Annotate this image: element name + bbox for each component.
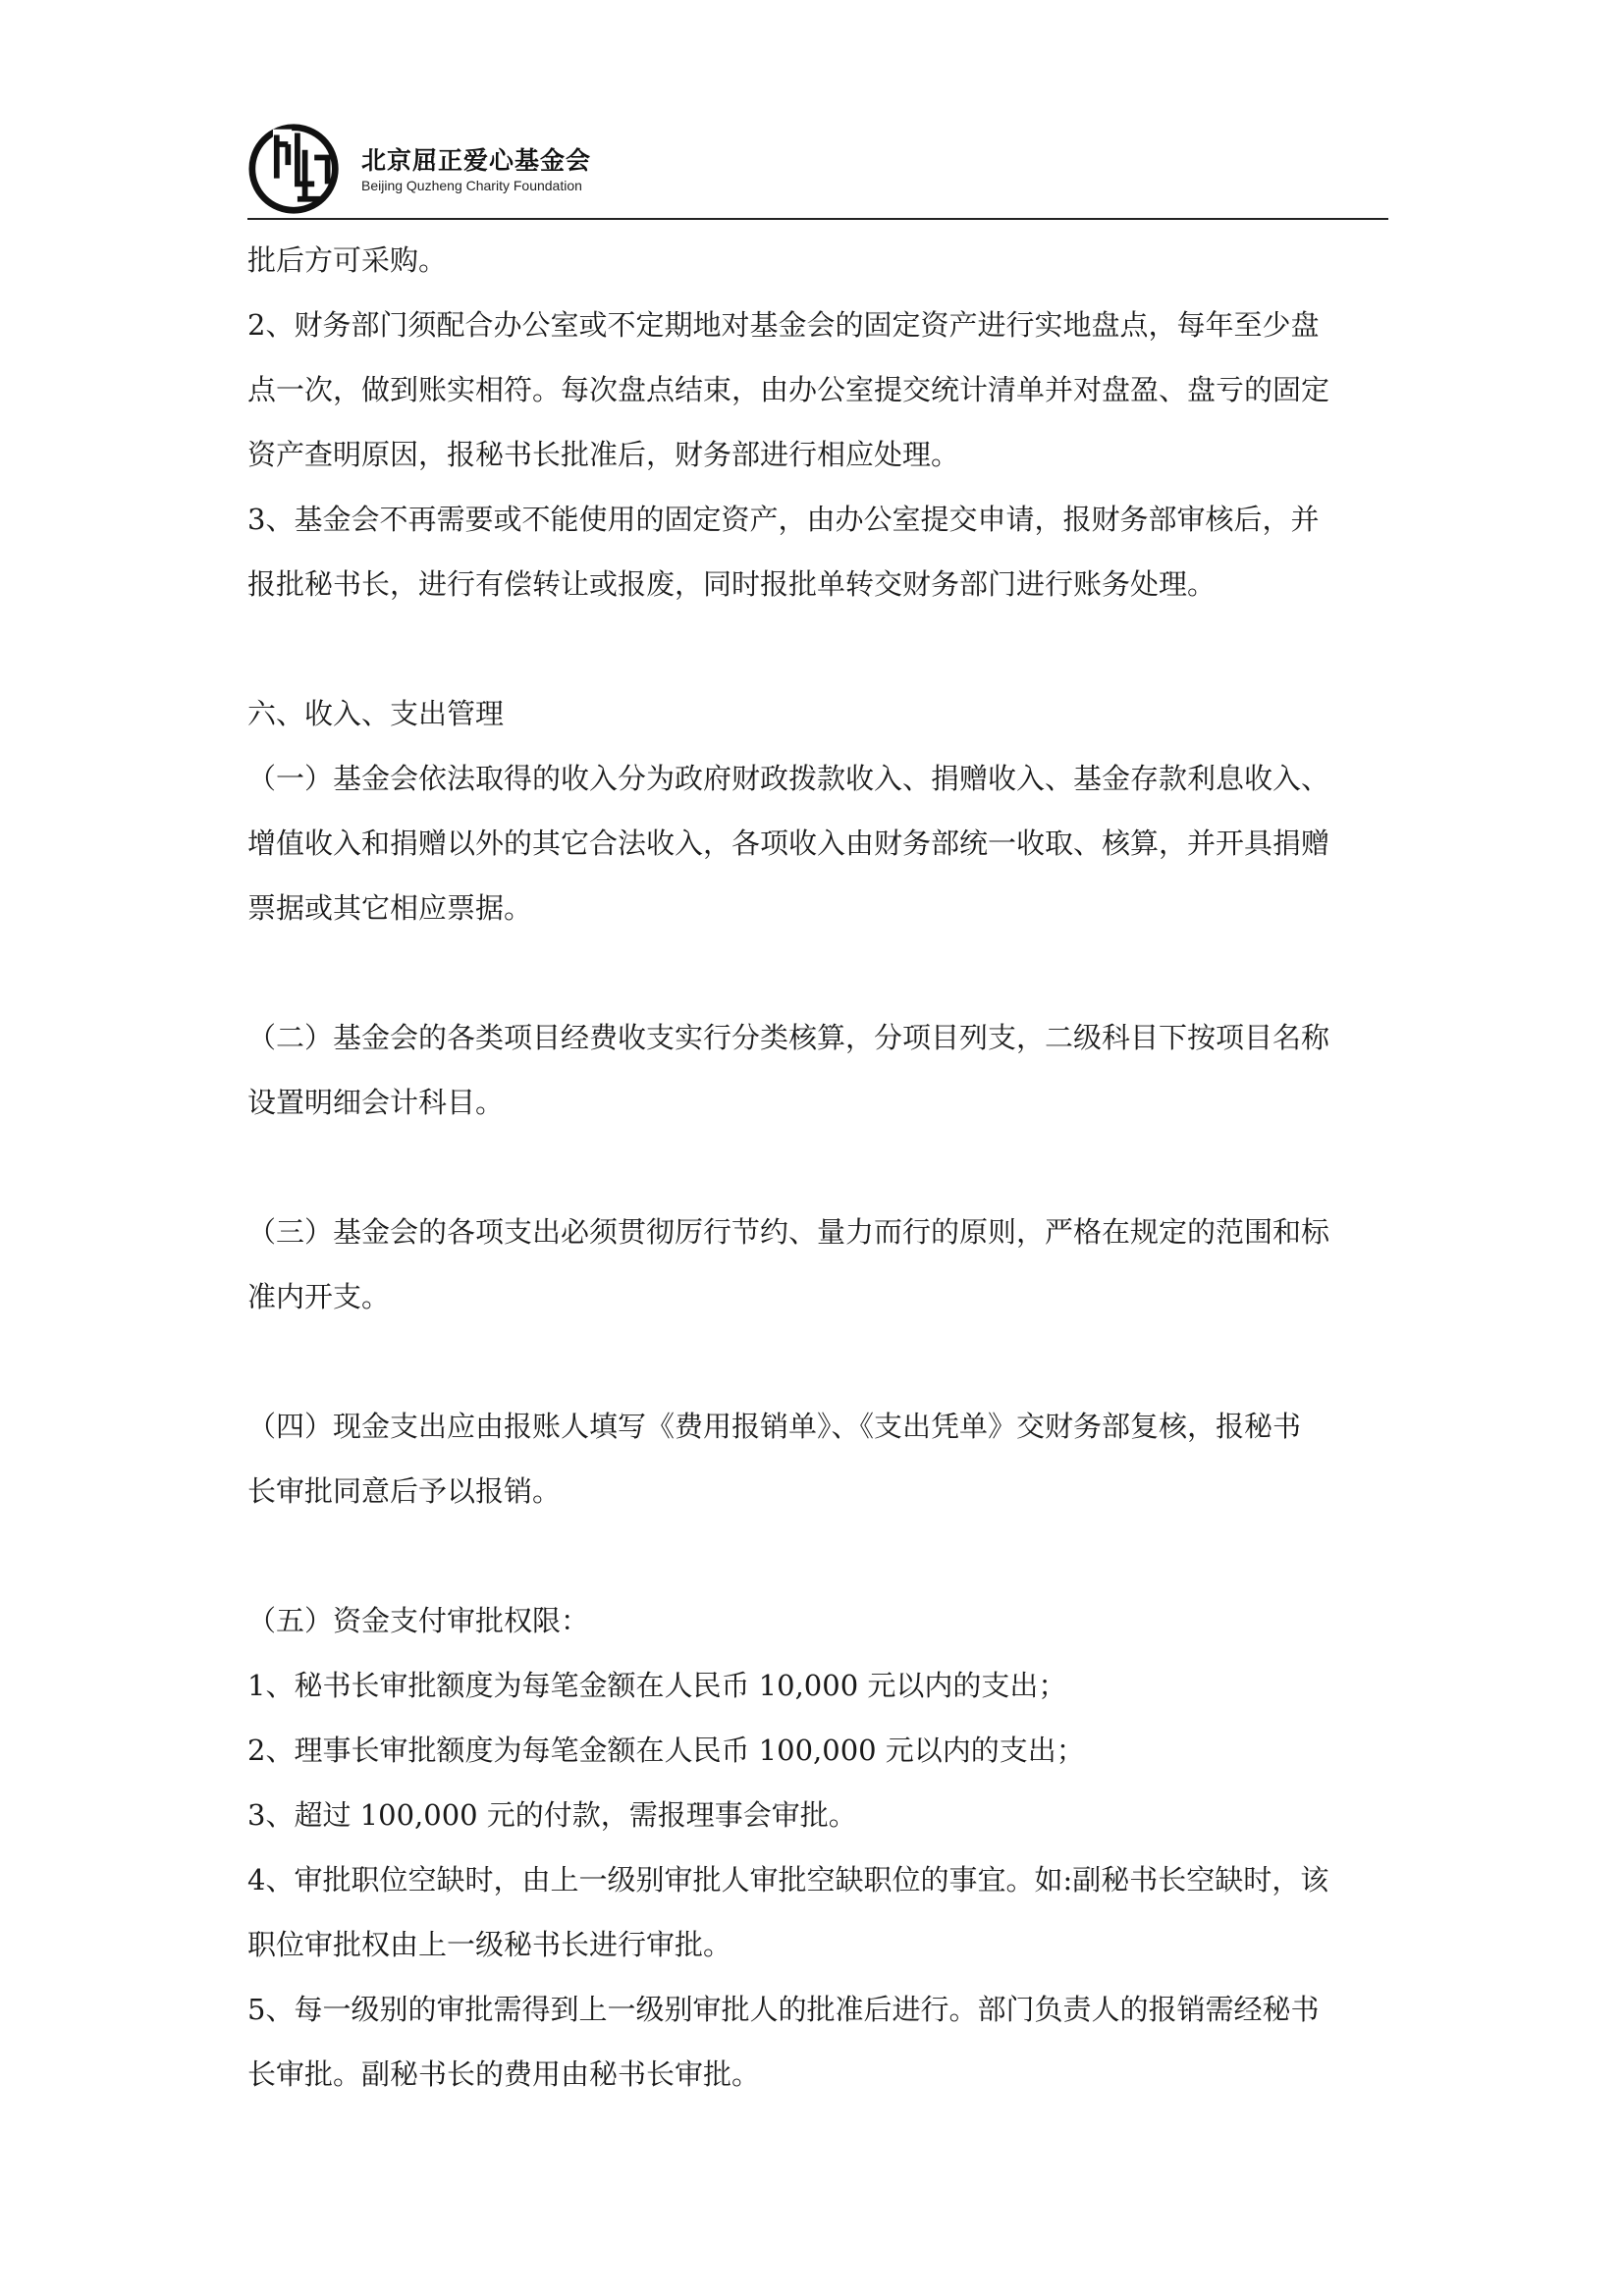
spacer (247, 616, 1391, 681)
document-body (247, 228, 1391, 2107)
text-line: 1、秘书长审批额度为每笔金额在人民币 10,000 元以内的支出； (247, 1669, 1067, 1702)
text-line: 2、理事长审批额度为每笔金额在人民币 100,000 元以内的支出； (247, 1734, 1085, 1767)
foundation-logo-icon (247, 122, 344, 216)
text-line: 长审批。副秘书长的费用由秘书长审批。 (247, 2057, 761, 2091)
text-line: 批后方可采购。 (247, 243, 448, 277)
spacer (247, 1329, 1391, 1394)
text-line: 长审批同意后予以报销。 (247, 1474, 562, 1508)
text-line: 准内开支。 (247, 1280, 391, 1313)
header-divider (247, 218, 1388, 220)
spacer (247, 1523, 1391, 1588)
text-line: 点一次，做到账实相符。每次盘点结束，由办公室提交统计清单并对盘盈、盘亏的固定 (247, 373, 1330, 406)
text-line: （一）基金会依法取得的收入分为政府财政拨款收入、捐赠收入、基金存款利息收入、 (247, 762, 1330, 795)
section-heading: 六、收入、支出管理 (247, 697, 505, 730)
text-line: 2、财务部门须配合办公室或不定期地对基金会的固定资产进行实地盘点，每年至少盘 (247, 308, 1320, 342)
text-line: 设置明细会计科目。 (247, 1086, 505, 1119)
spacer (247, 1135, 1391, 1200)
text-line: 票据或其它相应票据。 (247, 891, 533, 925)
text-line: （三）基金会的各项支出必须贯彻厉行节约、量力而行的原则，严格在规定的范围和标 (247, 1215, 1330, 1249)
org-name-en: Beijing Quzheng Charity Foundation (361, 178, 582, 193)
text-line: 资产查明原因，报秘书长批准后，财务部进行相应处理。 (247, 438, 960, 471)
page-header (247, 122, 1388, 220)
org-name-cn: 北京屈正爱心基金会 (361, 146, 592, 175)
text-line: 3、超过 100,000 元的付款，需报理事会审批。 (247, 1798, 857, 1832)
text-line: 5、每一级别的审批需得到上一级别审批人的批准后进行。部门负责人的报销需经秘书 (247, 1993, 1320, 2026)
text-line: （五）资金支付审批权限： (247, 1604, 590, 1637)
text-line: （二）基金会的各类项目经费收支实行分类核算，分项目列支，二级科目下按项目名称 (247, 1021, 1330, 1054)
text-line: 增值收入和捐赠以外的其它合法收入，各项收入由财务部统一收取、核算，并开具捐赠 (247, 827, 1330, 860)
text-line: 职位审批权由上一级秘书长进行审批。 (247, 1928, 732, 1961)
text-line: （四）现金支出应由报账人填写《费用报销单》、《支出凭单》交财务部复核，报秘书 (247, 1410, 1302, 1443)
text-line: 报批秘书长，进行有偿转让或报废，同时报批单转交财务部门进行账务处理。 (247, 567, 1217, 601)
spacer (247, 940, 1391, 1005)
text-line: 4、审批职位空缺时，由上一级别审批人审批空缺职位的事宜。如:副秘书长空缺时，该 (247, 1863, 1329, 1896)
text-line: 3、基金会不再需要或不能使用的固定资产，由办公室提交申请，报财务部审核后，并 (247, 503, 1320, 536)
